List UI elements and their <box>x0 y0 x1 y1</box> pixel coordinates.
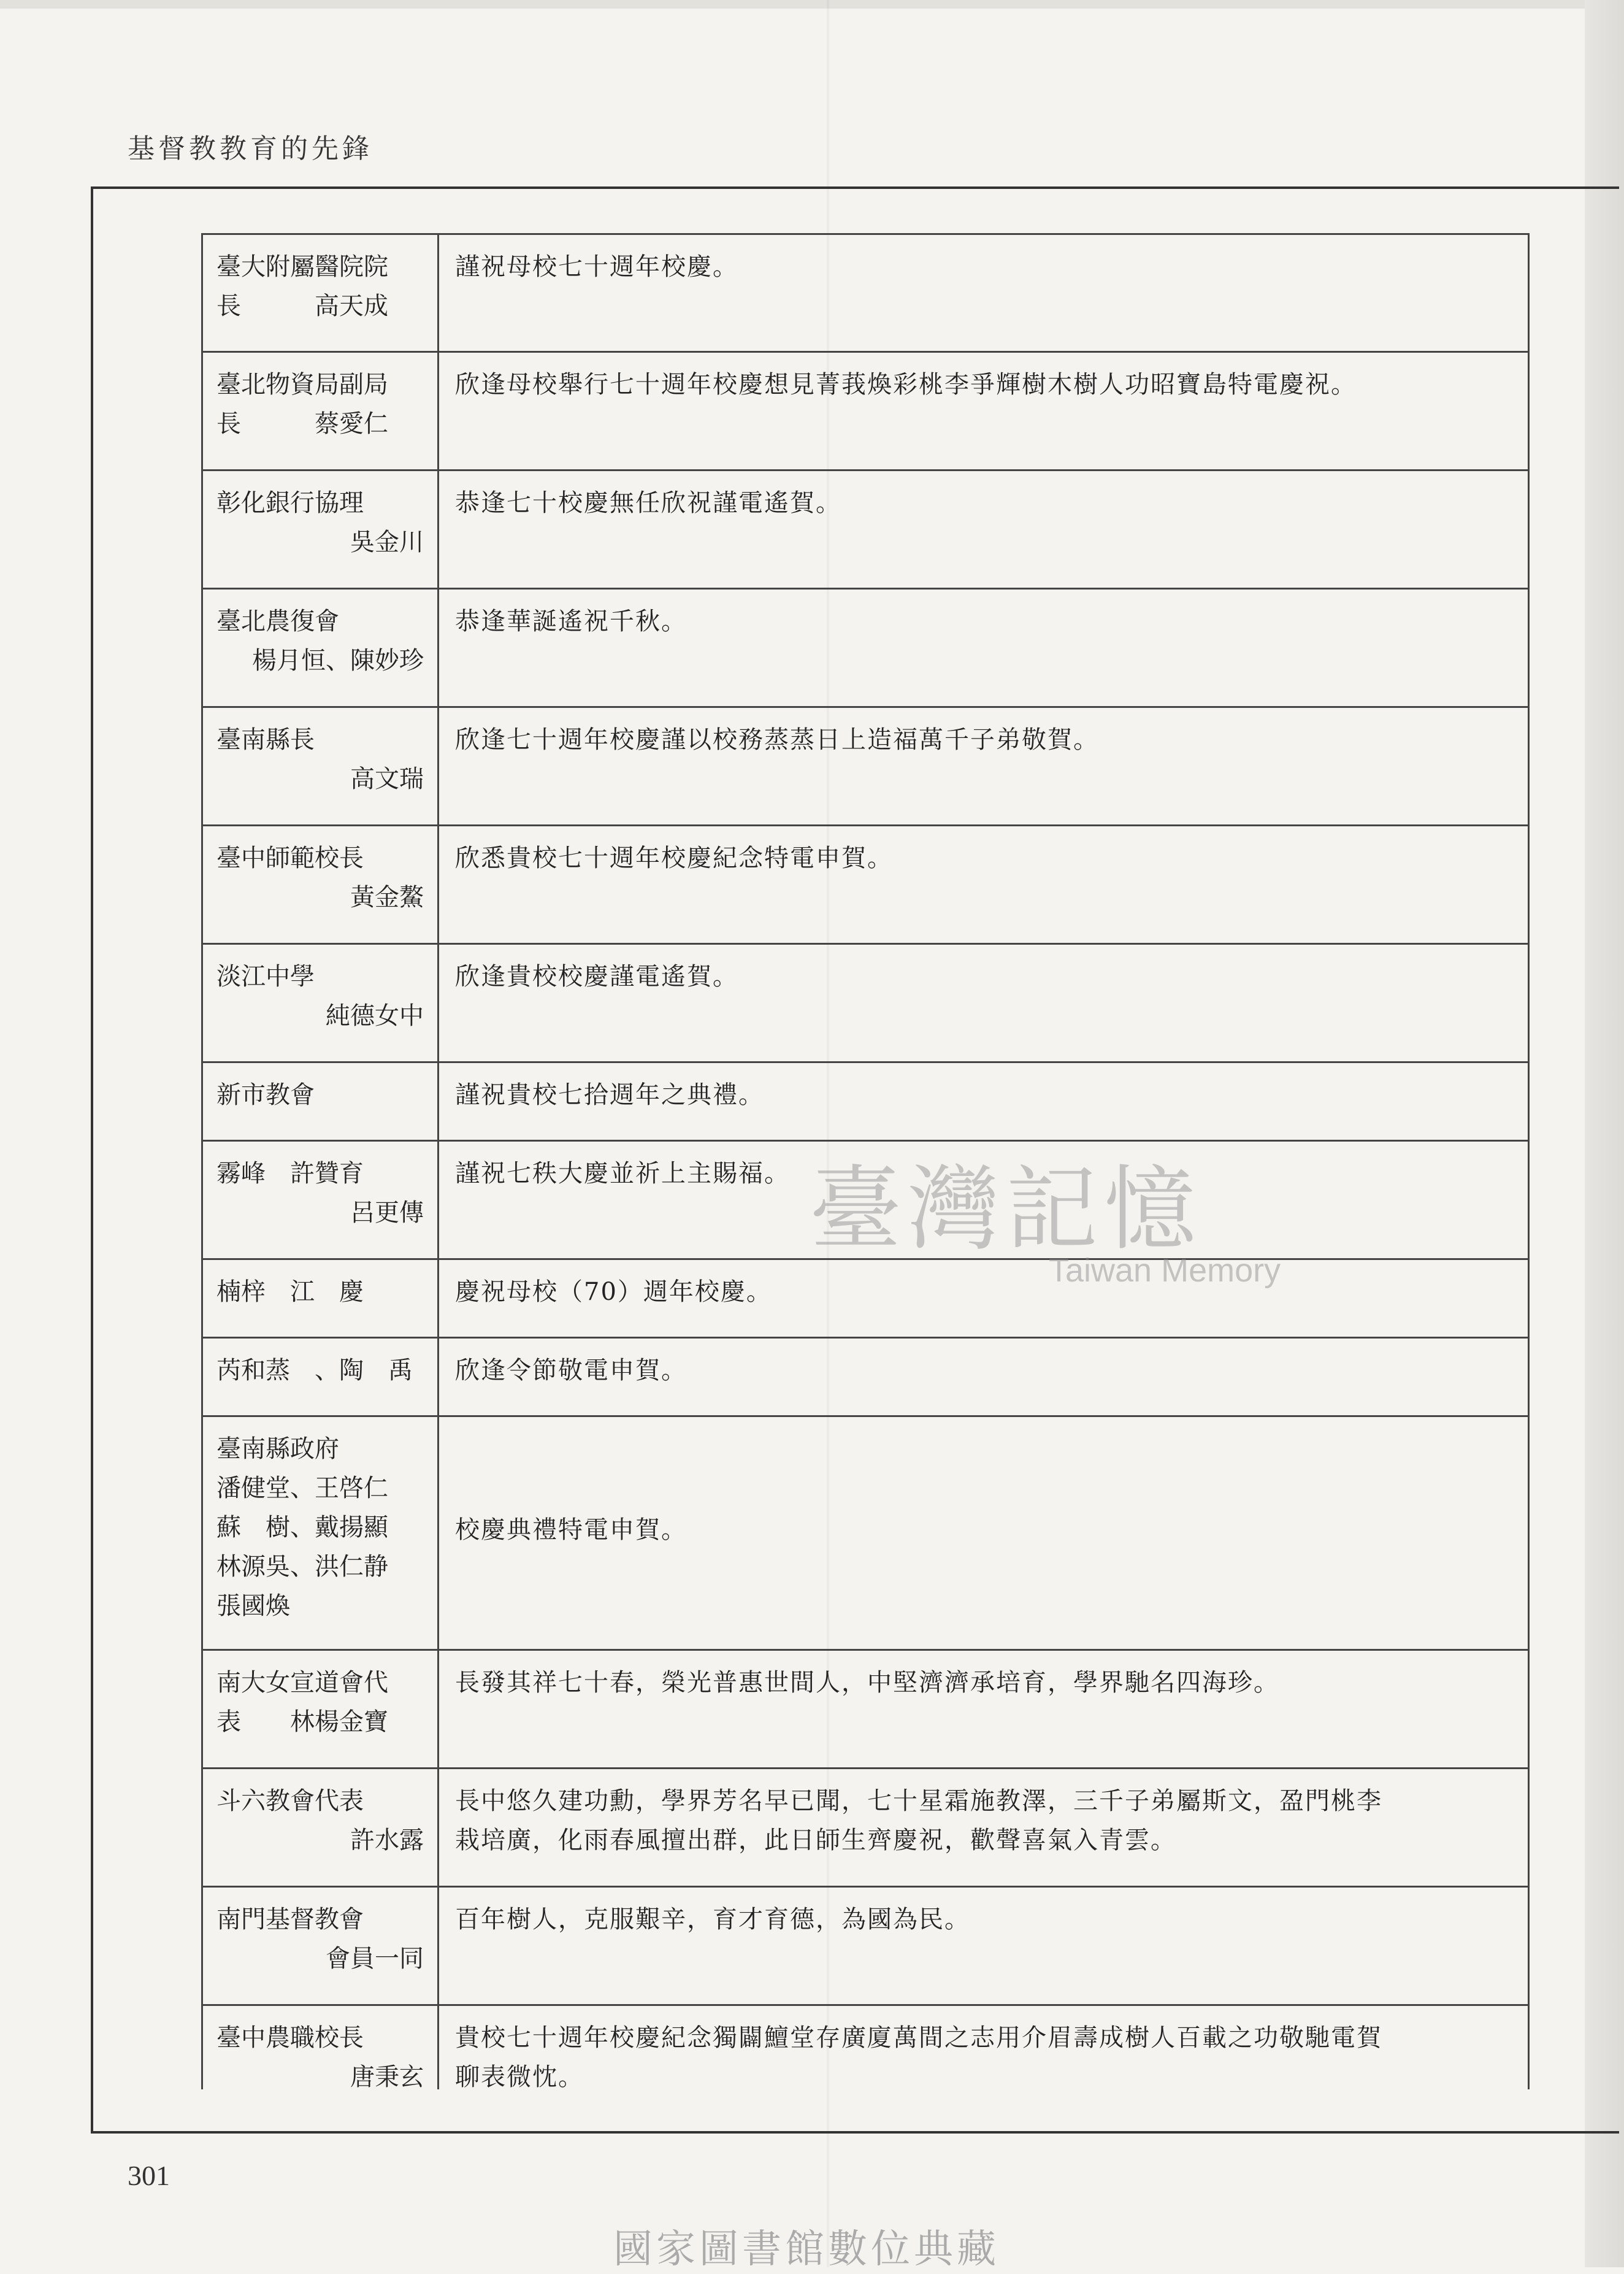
message-cell: 謹祝貴校七拾週年之典禮。 <box>455 1081 764 1109</box>
sender-line: 張國煥 <box>216 1592 290 1620</box>
sender-cell <box>203 1063 439 1140</box>
message-cell: 謹祝七秩大慶並祈上主賜福。 <box>455 1159 790 1188</box>
message-cell: 欣逢令節敬電申賀。 <box>455 1356 687 1385</box>
message-cell: 欣逢貴校校慶謹電遙賀。 <box>455 962 738 991</box>
sender-cell <box>203 1142 439 1258</box>
sender-line: 林源吳、洪仁静 <box>216 1553 388 1581</box>
message-cell: 恭逢華誕遙祝千秋。 <box>455 607 687 636</box>
sender-cell <box>203 708 439 824</box>
table-row <box>203 826 1528 945</box>
sender-cell <box>203 826 439 943</box>
sender-line: 臺中農職校長 <box>216 2024 364 2052</box>
message-cell: 恭逢七十校慶無任欣祝謹電遙賀。 <box>455 489 841 517</box>
sender-line: 南大女宣道會代 <box>216 1669 388 1697</box>
sender-line: 彰化銀行協理 <box>216 489 364 517</box>
watermark-english: Taiwan Memory <box>1049 1252 1281 1289</box>
table-row <box>203 1339 1528 1417</box>
sender-cell <box>203 1769 439 1886</box>
frame-top-rule <box>93 186 1619 189</box>
sender-line: 南門基督教會 <box>216 1905 364 1934</box>
sender-line: 蘇 樹、戴揚顯 <box>216 1513 388 1542</box>
table-row <box>203 708 1528 826</box>
message-cell: 校慶典禮特電申賀。 <box>455 1516 687 1544</box>
table-row <box>203 235 1528 353</box>
sender-line: 淡江中學 <box>216 962 315 991</box>
table-row <box>203 2006 1528 2089</box>
sender-line: 臺大附屬醫院院 <box>216 253 388 281</box>
sender-line: 唐秉玄 <box>350 2063 424 2089</box>
sender-line: 長 蔡愛仁 <box>216 410 388 438</box>
sender-line: 臺南縣長 <box>216 726 315 754</box>
table-row <box>203 1888 1528 2006</box>
sender-line: 許水露 <box>350 1826 424 1854</box>
sender-cell <box>203 1339 439 1415</box>
sender-line: 黃金鰲 <box>350 883 424 912</box>
message-cell: 百年樹人，克服艱辛，育才育德，為國為民。 <box>455 1905 970 1934</box>
page-right-edge <box>1585 0 1624 2267</box>
sender-line: 呂更傳 <box>350 1199 424 1227</box>
table-row <box>203 1417 1528 1651</box>
table-row <box>203 1063 1528 1142</box>
sender-line: 會員一同 <box>326 1945 424 1973</box>
sender-cell <box>203 235 439 351</box>
table-row <box>203 471 1528 590</box>
sender-line: 長 高天成 <box>216 292 388 320</box>
sender-line: 斗六教會代表 <box>216 1787 364 1815</box>
sender-cell <box>203 945 439 1061</box>
message-cell: 欣逢七十週年校慶謹以校務蒸蒸日上造福萬千子弟敬賀。 <box>455 726 1099 754</box>
sender-line: 臺北農復會 <box>216 607 339 636</box>
sender-line: 吳金川 <box>350 528 424 556</box>
sender-line: 臺中師範校長 <box>216 844 364 872</box>
message-cell: 長發其祥七十春，榮光普惠世間人，中堅濟濟承培育，學界馳名四海珍。 <box>455 1669 1279 1697</box>
congratulations-table <box>201 233 1530 2089</box>
page-number: 301 <box>128 2160 170 2191</box>
sender-line: 臺北物資局副局 <box>216 371 388 399</box>
sender-line: 新市教會 <box>216 1081 315 1109</box>
sender-cell <box>203 471 439 588</box>
sender-cell <box>203 590 439 706</box>
library-credit: 國家圖書館數位典藏 <box>613 2227 1000 2272</box>
running-title: 基督教教育的先鋒 <box>128 133 373 164</box>
message-cell: 欣悉貴校七十週年校慶紀念特電申賀。 <box>455 844 893 872</box>
frame-left-rule <box>91 186 93 2131</box>
table-row <box>203 1651 1528 1769</box>
table-row <box>203 590 1528 708</box>
frame-bottom-rule <box>91 2131 1619 2134</box>
message-cell: 慶祝母校（70）週年校慶。 <box>455 1278 772 1306</box>
table-row <box>203 945 1528 1063</box>
sender-cell <box>203 353 439 469</box>
sender-line: 表 林楊金寶 <box>216 1708 388 1736</box>
message-cell: 欣逢母校舉行七十週年校慶想見菁莪煥彩桃李爭輝樹木樹人功昭寶島特電慶祝。 <box>455 371 1357 399</box>
table-row <box>203 353 1528 471</box>
message-cell: 貴校七十週年校慶紀念獨闢鱣堂存廣廈萬間之志用介眉壽成樹人百載之功敬馳電賀 聊表微忱。 <box>455 2024 1382 2089</box>
sender-cell <box>203 1260 439 1337</box>
sender-cell <box>203 1651 439 1767</box>
watermark-chinese: 臺灣記憶 <box>810 1156 1203 1263</box>
sender-line: 楊月恒、陳妙珍 <box>252 647 424 675</box>
sender-line: 純德女中 <box>326 1002 424 1030</box>
sender-line: 潘健堂、王啓仁 <box>216 1474 388 1502</box>
sender-line: 高文瑞 <box>350 765 424 793</box>
page-top-edge <box>0 0 1624 9</box>
sender-line: 楠梓 江 慶 <box>216 1278 364 1306</box>
table-row <box>203 1142 1528 1260</box>
sender-cell <box>203 1417 439 1649</box>
message-cell: 謹祝母校七十週年校慶。 <box>455 253 738 281</box>
sender-line: 芮和蒸 、陶 禹 <box>216 1356 413 1385</box>
sender-line: 臺南縣政府 <box>216 1435 339 1463</box>
sender-line: 霧峰 許贊育 <box>216 1159 364 1188</box>
sender-cell <box>203 1888 439 2004</box>
table-row <box>203 1769 1528 1888</box>
sender-cell <box>203 2006 439 2089</box>
table-row <box>203 1260 1528 1339</box>
message-cell: 長中悠久建功勳，學界芳名早已聞，七十星霜施教澤，三千子弟屬斯文，盈門桃李 栽培廣，化雨春風擅出群，此日師生齊慶祝，歡聲喜氣入青雲。 <box>455 1787 1382 1854</box>
